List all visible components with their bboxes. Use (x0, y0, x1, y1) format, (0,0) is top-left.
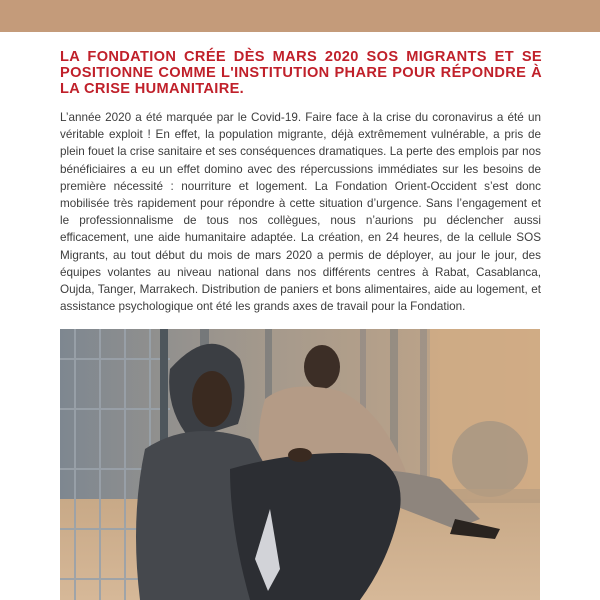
body-paragraph: L’année 2020 a été marquée par le Covid-19. Faire face à la crise du coronavirus a été un véritable exploit ! En effet, la population migrante, déjà extrêmement vulnérable, a pris de plein fouet la crise sanitaire et ses conséquences dramatiques. La perte des emplois par nos bénéficiaires a eu un effet domino avec des répercussions immédiates sur les besoins de première nécessité : nourriture et logement. La Fondation Orient-Occident s’est donc mobilisée très rapidement pour répondre à cette situation d’urgence. Sans l’engagement et le professionnalisme de tous nos collègues, nous n’aurions pu déclencher aussi efficacement, une aide humanitaire adaptée. La création, en 24 heures, de la cellule SOS Migrants, au tout début du mois de mars 2020 a permis de déployer, au jour le jour, des équipes volantes au niveau national dans nos différents centres à Rabat, Casablanca, Oujda, Tanger, Marrakech. Distribution de paniers et bons alimentaires, aide au logement, et assistance psychologique ont été les grands axes de travail pour la Fondation. (60, 111, 541, 314)
header-band (0, 0, 600, 32)
migrants-photo (60, 329, 540, 600)
section-heading: LA FONDATION CRÉE DÈS MARS 2020 SOS MIGRANTS ET SE POSITIONNE COMME L'INSTITUTION PHARE POUR RÉPONDRE À LA CRISE HUMANITAIRE. (60, 49, 542, 97)
